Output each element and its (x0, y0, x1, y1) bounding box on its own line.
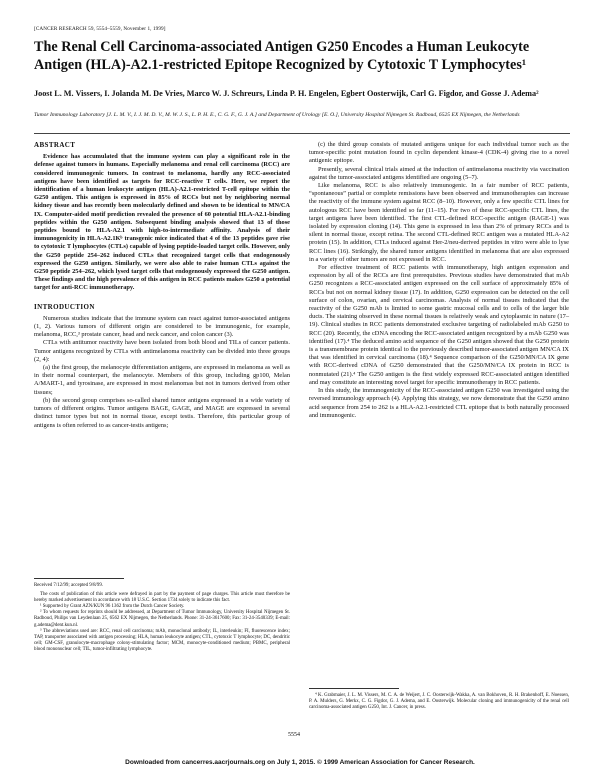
footer-prefix: Downloaded from (125, 759, 182, 766)
intro-heading: INTRODUCTION (34, 302, 95, 311)
journal-header: [CANCER RESEARCH 59, 5554–5559, November 1, 1999] (34, 26, 166, 32)
intro-paragraph: Numerous studies indicate that the immune system can react against tumor-associated antigens (1, 2). Various tumors of different origin are considered to be immunogenic, for example, melanoma, RCC,³ prostate cancer, head and neck cancer, and colon cancer (3). (34, 314, 290, 339)
header-rule (34, 133, 570, 134)
right-footnote (309, 693, 569, 711)
footnote-rule (309, 688, 399, 689)
body-paragraph: (c) the third group consists of mutated antigens unique for each individual tumor such as the tumor-specific point mutation found in cyclin dependent kinase-4 (CDK-4) giving rise to a novel antigenic epitope. (309, 141, 569, 165)
body-paragraph: In this study, the immunogenicity of the RCC-associated antigen G250 was investigated using the reversed immunology approach (4). Applying this strategy, we now demonstrate that the G250 amino acid sequence from 254 to 262 is a HLA-A2.1-restricted CTL epitope that is both naturally processed and immunogenic. (309, 387, 569, 419)
body-paragraph: For effective treatment of RCC patients with immunotherapy, high antigen expression and expression by all of the RCCs are first prerequisites. Previous studies have demonstrated that mAb G250 recognizes a RCC-associated antigen expressed on the cell surface of approximately 85% of RCCs but not on normal kidney tissue (17). In addition, G250 expression can be detected on the cell surface of colon, ovarian, and cervical carcinomas. Analysis of normal tissues indicated that the reactivity of the G250 mAb is limited to some gastric mucosal cells and to cells of the larger bile ducts. The staining observed in these normal tissues is relatively weak and cytoplasmic in nature (17–19). Clinical studies in RCC patients demonstrated exclusive targeting of radiolabeled mAb G250 to RCC (20). Recently, the cDNA encoding the RCC-associated antigen recognized by a mAb G250 was identified (17).⁴ The deduced amino acid sequence of the G250 antigen showed that the G250 protein is a transmembrane protein identical to the previously described tumor-associated antigen MN/CA IX that was identified in cervical carcinoma (18).⁴ Sequence comparison of the G250/MN/CA IX gene with RCC-derived cDNA of G250 demonstrated that the G250/MN/CA IX protein in RCC is nonmutated (21).⁴ The G250 antigen is the first widely expressed RCC-associated antigen identified and may constitute an interesting novel target for specific immunotherapy in RCC patients. (309, 264, 569, 386)
intro-paragraph: CTLs with antitumor reactivity have been isolated from both blood and TILs of cancer patients. Tumor antigens recognized by CTLs with antimelanoma reactivity can be divided into three groups (2, 4): (34, 339, 290, 363)
left-footnotes (34, 583, 290, 653)
abstract-text: Evidence has accumulated that the immune system can play a significant role in the defense against tumors in humans. Especially melanoma and renal cell carcinoma (RCC) are considered immunogenic tumors. In contrast to melanoma, hardly any RCC-associated antigens have been identified as targets for RCC-reactive T cells. Here, we report the identification of a human leukocyte antigen (HLA)-A2.1-restricted T-cell epitope within the G250 antigen. This antigen is expressed in 85% of RCCs but not by neighboring normal kidney tissue and has recently been molecularly defined and shown to be identical to MN/CA IX. Computer-aided motif prediction revealed the presence of 60 potential HLA-A2.1-binding peptides within the G250 antigen. Subsequent binding analysis showed that 13 of those peptides bound to HLA-A2.1 with high-to-intermediate affinity. Analysis of their immunogenicity in HLA-A2.1Kᵇ transgenic mice indicated that 4 of the 13 peptides gave rise to cytotoxic T lymphocytes (CTLs) capable of lysing peptide-loaded target cells. However, only the G250 peptide 254–262 induced CTLs that recognized target cells that endogenously expressed the G250 antigen. Similarly, we were also able to raise human CTLs against the G250 peptide 254–262, which lysed target cells that endogenously expressed the G250 antigen. These findings and the high prevalence of this antigen in RCC patients makes G250 a potential target for anti-RCC immunotherapy. (34, 153, 290, 292)
download-footer (0, 759, 600, 766)
footnote-3: ³ The abbreviations used are: RCC, renal cell carcinoma; mAb, monoclonal antibody; IL, interleukin; FI, fluorescence index; TAP, transporter associated with antigen processing; HLA, human leukocyte antigen; CTL, cytotoxic T lymphocyte; DC, dendritic cell; GM-CSF, granulocyte-macrophage colony-stimulating factor; MCM, monocyte-conditioned medium; PBMC, peripheral blood mononuclear cell; TIL, tumor-infiltrating lymphocyte. (34, 628, 290, 652)
article-title: The Renal Cell Carcinoma-associated Antigen G250 Encodes a Human Leukocyte Antigen (HLA)-A2.1-restricted Epitope Recognized by Cytotoxic T Lymphocytes¹ (34, 39, 530, 73)
body-paragraph: Presently, several clinical trials aimed at the induction of antimelanoma reactivity via vaccination against the tumor-associated antigens identified are ongoing (5–7). (309, 165, 569, 181)
page-number: 5554 (288, 732, 300, 738)
intro-paragraph: (a) the first group, the melanocyte differentiation antigens, are expressed in melanoma as well as in their normal counterpart, the melanocyte. Members of this group, including gp100, Melan A/MART-1, and tyrosinase, are expressed in most melanomas but not in tumors derived from other tissues; (34, 364, 290, 396)
footnote-4: ⁴ K. Grabmaier, J. L. M. Vissers, M. C. A. de Weijert, J. C. Oosterwijk-Wakka, A. van Bokhoven, R. H. Brakenhoff, E. Noessen, P. A. Mulders, G. Merkx, C. G. Figdor, G. J. Adema, and E. Oosterwijk. Molecular cloning and immunogenicity of the renal cell carcinoma-associated antigen G250, Int. J. Cancer, in press. (309, 693, 569, 711)
body-paragraph: Like melanoma, RCC is also relatively immunogenic. In a fair number of RCC patients, “spontaneous” partial or complete remissions have been observed and immunotherapies can increase the reactivity of the immune system against RCC (8–10). However, only a few specific CTL lines for autologous RCC have been identified so far (11–15). For two of these RCC-specific CTL lines, the target antigens have been identified. The first CTL-defined RCC-specific antigen (RAGE-1) was isolated by expression cloning (14). This gene is expressed in less than 2% of primary RCCs and is silent in normal tissue, except retina. The second CTL-defined RCC antigen was a mutated HLA-A2 protein (15). In addition, CTLs induced against Her-2/neu-derived peptides in vitro were able to lyse RCC lines (16). Strikingly, the shared tumor antigens identified in melanoma that are also expressed in a variety of other tumors are not expressed in RCC. (309, 182, 569, 263)
abstract-heading: ABSTRACT (34, 141, 76, 149)
footnote-rule (34, 578, 124, 579)
footer-suffix: on July 1, 2015. © 1999 American Association for Cancer Research. (265, 759, 475, 766)
intro-paragraph: (b) the second group comprises so-called shared tumor antigens expressed in a wide variety of tumors of different origins. Tumor antigens BAGE, GAGE, and MAGE are expressed in several distinct tumor types but not in normal tissue, except testis. Therefore, this particular group of antigens is often referred to as cancer-testis antigens; (34, 396, 290, 429)
footnote-1: ¹ Supported by Grant AZN/KUN 96 1362 from the Dutch Cancer Society. (40, 604, 185, 610)
footer-link[interactable]: cancerres.aacrjournals.org (181, 759, 266, 766)
footnote-2: ² To whom requests for reprints should be addressed, at Department of Tumor Immunology, University Hospital Nijmegen St. Radboud, Philips van Leydenlaan 25, 6562 EX Nijmegen, the Netherlands. Phone: 31-24-3617600; Fax: 31-24-3540339; E-mail: g.adema@dent.kun.nl. (34, 610, 290, 628)
cost-note: The costs of publication of this article were defrayed in part by the payment of page charges. This article must therefore be hereby marked advertisement in accordance with 18 U.S.C. Section 1734 solely to indicate this fact. (34, 592, 290, 604)
left-column (34, 141, 290, 430)
received-note: Received 7/12/99; accepted 9/8/99. (34, 583, 103, 588)
right-column (309, 141, 569, 420)
author-list: Joost L. M. Vissers, I. Jolanda M. De Vries, Marco W. J. Schreurs, Linda P. H. Engelen, Egbert Oosterwijk, Carl G. Figdor, and Gosse J. Adema² (34, 89, 539, 98)
affiliation: Tumor Immunology Laboratory [J. L. M. V., I. J. M. D. V., M. W. J. S., L. P. H. E., C. G. F., G. J. A.] and Department of Urology [E. O.], University Hospital Nijmegen St. Radboud, 6525 EX Nijmegen, the Netherlands (34, 112, 520, 118)
